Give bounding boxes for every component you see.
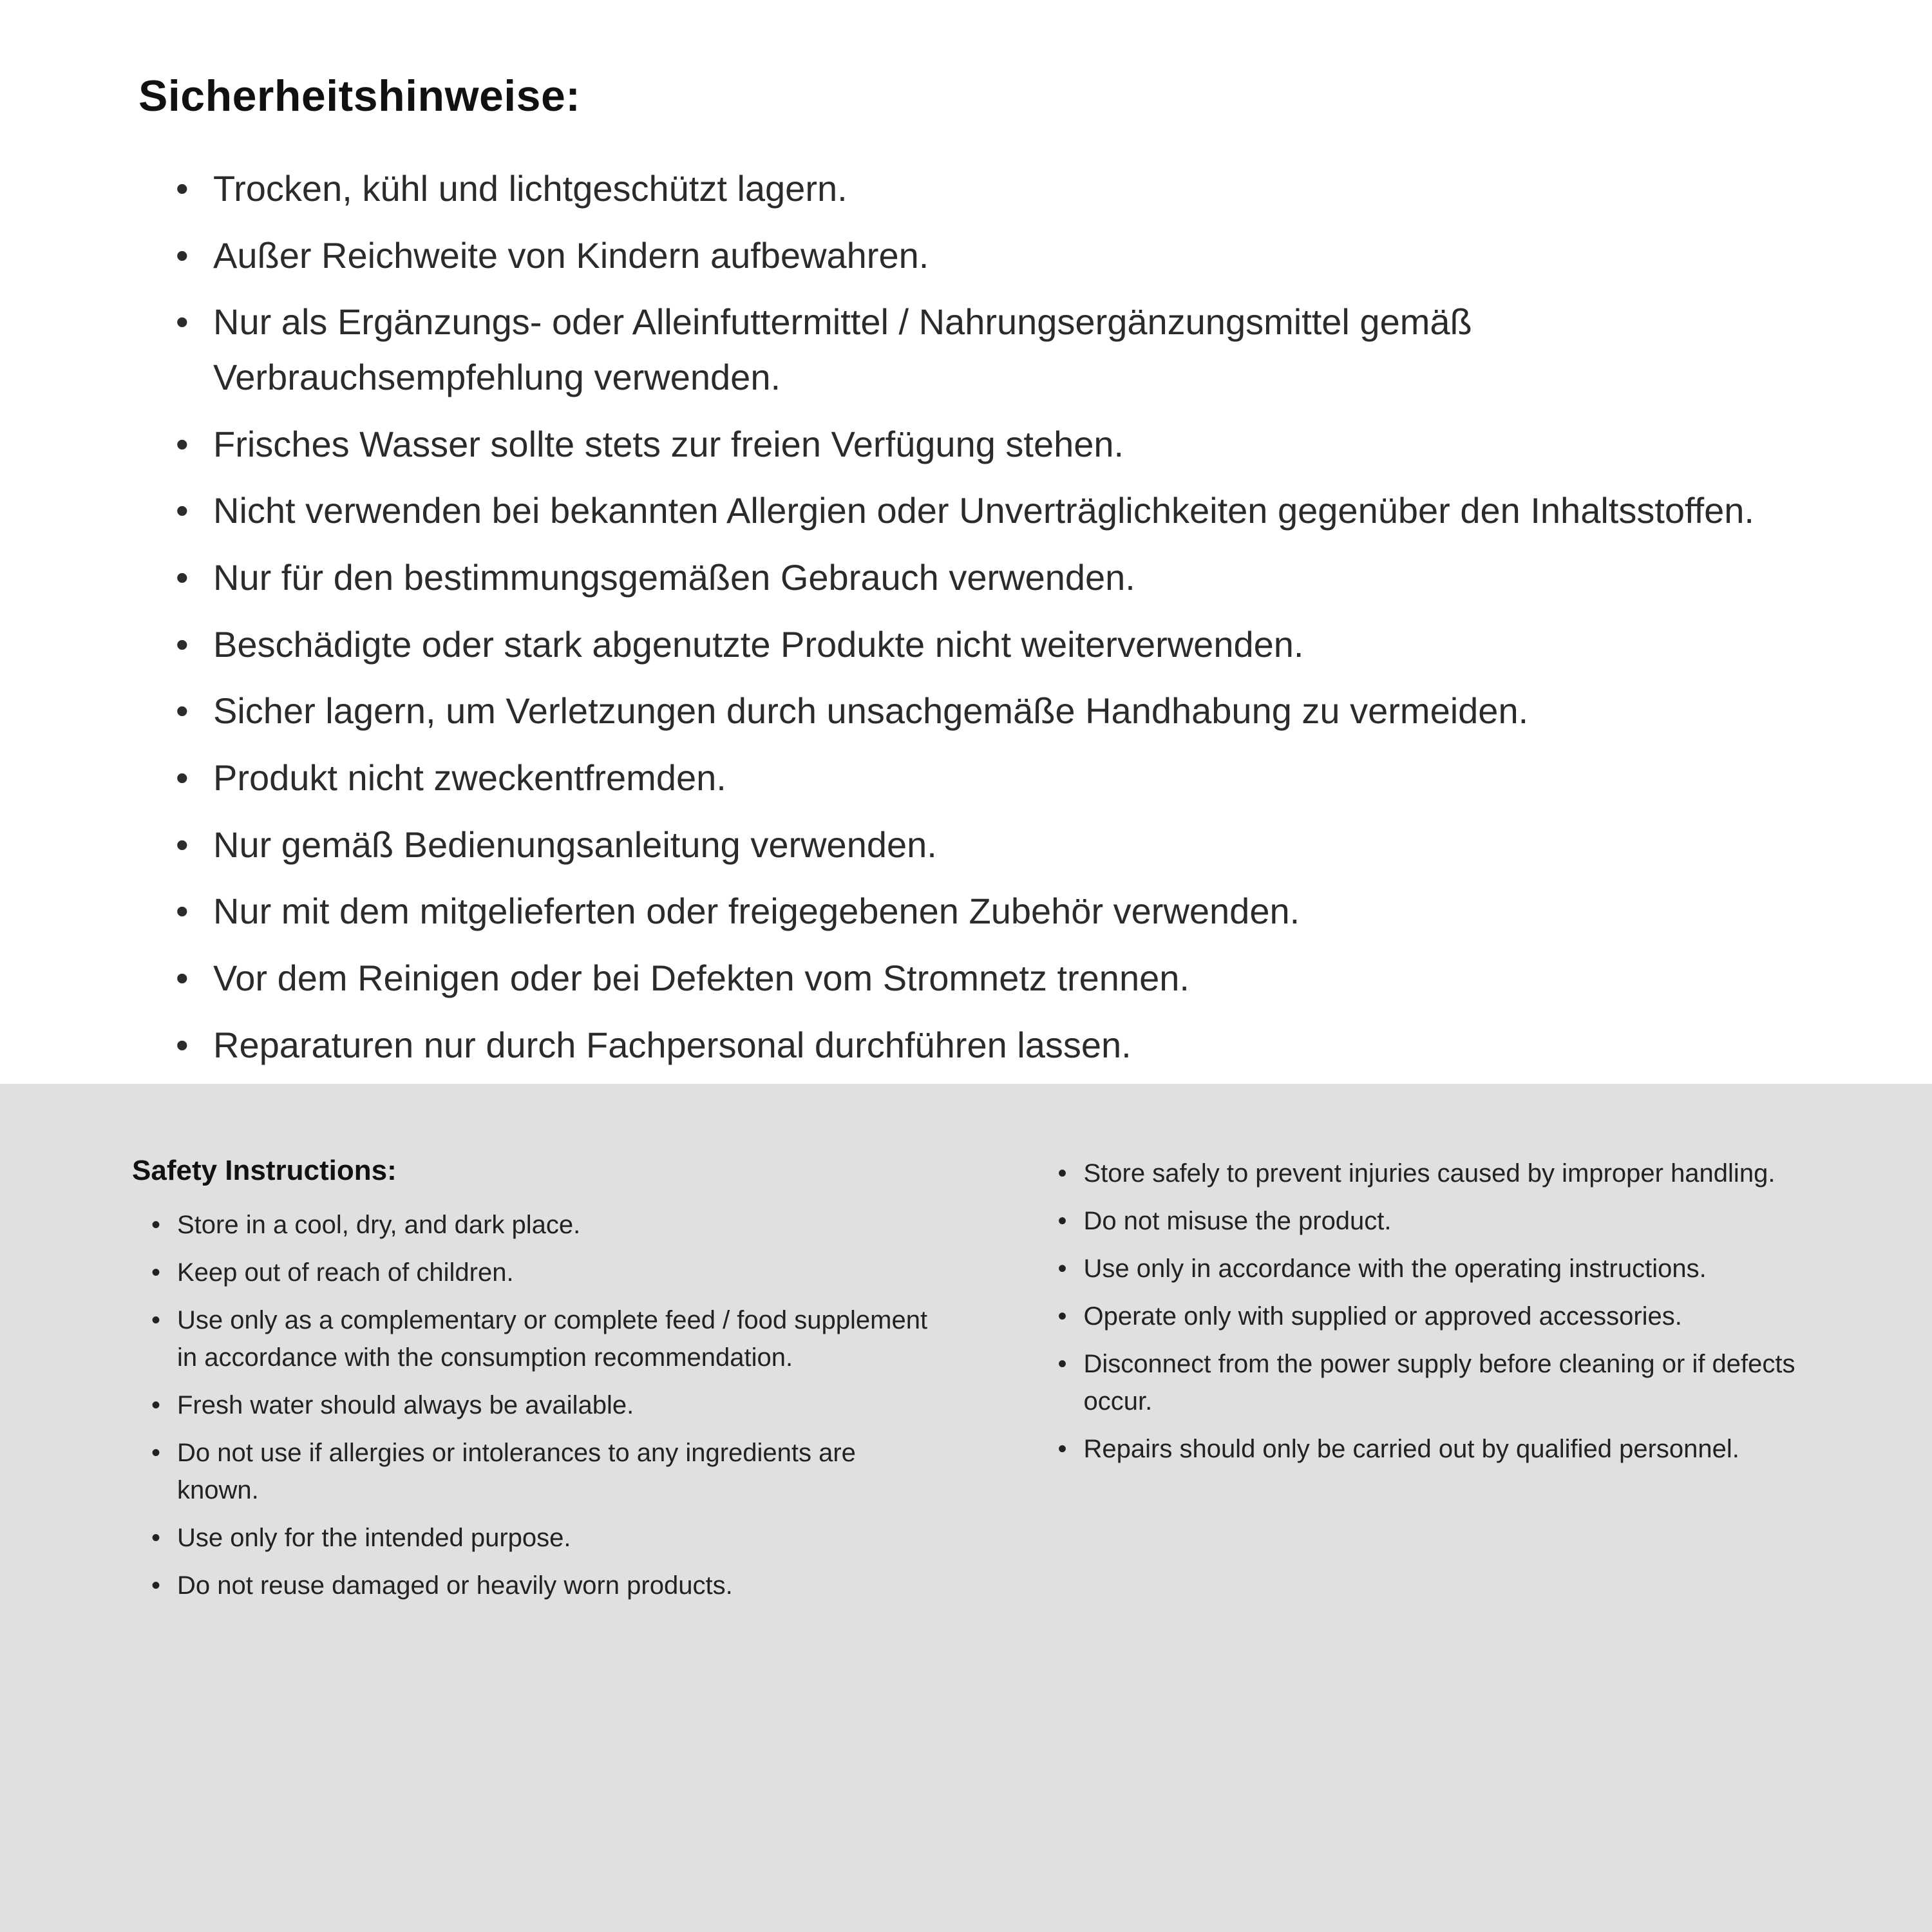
german-list-item <box>138 483 1816 538</box>
english-list-item-text: Use only for the intended purpose. <box>177 1524 571 1553</box>
german-list-item <box>138 951 1816 1006</box>
bullet-marker: • <box>151 1571 161 1600</box>
english-list-item-text: Store safely to prevent injuries caused by improper handling. <box>1083 1159 1776 1188</box>
bullet-marker: • <box>176 1024 189 1065</box>
german-list-item-text: Beschädigte oder stark abgenutzte Produkte nicht weiterverwenden. <box>213 623 1304 665</box>
bullet-marker: • <box>176 958 189 999</box>
bullet-marker: • <box>176 824 189 865</box>
english-list-item <box>132 1206 929 1244</box>
english-list-item <box>132 1254 929 1291</box>
german-list-item-text: Frisches Wasser sollte stets zur freien Verfügung stehen. <box>213 423 1124 464</box>
german-list-item-text: Vor dem Reinigen oder bei Defekten vom Stromnetz trennen. <box>213 958 1189 999</box>
english-list-item <box>1039 1155 1836 1192</box>
german-list-item <box>138 161 1816 216</box>
english-list-item-text: Repairs should only be carried out by qualified personnel. <box>1083 1435 1739 1464</box>
german-section-title: Sicherheitshinweise: <box>138 71 581 120</box>
english-list-item <box>1039 1250 1836 1287</box>
english-instructions-list-left <box>132 1206 929 1604</box>
english-list-item-text: Keep out of reach of children. <box>177 1258 514 1287</box>
english-instructions-list-right <box>1039 1155 1836 1468</box>
bullet-marker: • <box>151 1391 161 1420</box>
english-list-item <box>132 1434 929 1509</box>
bullet-marker: • <box>176 168 189 209</box>
bullet-marker: • <box>1057 1350 1067 1379</box>
bullet-marker: • <box>176 623 189 665</box>
german-list-item-text: Nur als Ergänzungs- oder Alleinfuttermittel / Nahrungsergänzungsmittel gemäß Verbrauchsempfehlung verwenden. <box>213 301 1472 398</box>
bullet-marker: • <box>151 1258 161 1287</box>
german-list-item <box>138 294 1816 404</box>
bullet-marker: • <box>176 891 189 932</box>
english-list-item <box>132 1302 929 1376</box>
german-list-item-text: Nicht verwenden bei bekannten Allergien oder Unverträglichkeiten gegenüber den Inhaltsstoffen. <box>213 490 1754 531</box>
english-list-item <box>1039 1430 1836 1468</box>
bullet-marker: • <box>176 301 189 343</box>
bullet-marker: • <box>176 557 189 598</box>
english-list-item <box>132 1387 929 1424</box>
german-list-item-text: Nur mit dem mitgelieferten oder freigegebenen Zubehör verwenden. <box>213 891 1300 932</box>
bullet-marker: • <box>176 690 189 732</box>
english-section-title: Safety Instructions: <box>132 1155 397 1187</box>
bullet-marker: • <box>151 1524 161 1553</box>
german-list-item <box>138 228 1816 283</box>
german-list-item-text: Trocken, kühl und lichtgeschützt lagern. <box>213 168 848 209</box>
english-list-item <box>1039 1202 1836 1240</box>
english-right-column <box>1039 1155 1836 1932</box>
bullet-marker: • <box>176 423 189 464</box>
english-list-item-text: Fresh water should always be available. <box>177 1391 634 1420</box>
bullet-marker: • <box>151 1439 161 1468</box>
english-list-item-text: Do not reuse damaged or heavily worn products. <box>177 1571 733 1600</box>
german-list-item <box>138 884 1816 939</box>
english-list-item-text: Use only in accordance with the operating instructions. <box>1083 1255 1707 1283</box>
german-list-item-text: Nur für den bestimmungsgemäßen Gebrauch verwenden. <box>213 557 1135 598</box>
german-list-item <box>138 417 1816 472</box>
bullet-marker: • <box>151 1211 161 1240</box>
english-list-item <box>1039 1298 1836 1335</box>
german-list-item <box>138 617 1816 672</box>
bullet-marker: • <box>151 1306 161 1335</box>
german-list-item <box>138 817 1816 873</box>
english-list-item-text: Store in a cool, dry, and dark place. <box>177 1211 581 1240</box>
bullet-marker: • <box>176 757 189 799</box>
bullet-marker: • <box>1057 1159 1067 1188</box>
german-list-item <box>138 750 1816 806</box>
german-list-item-text: Produkt nicht zweckentfremden. <box>213 757 726 799</box>
german-list-item <box>138 1018 1816 1073</box>
bullet-marker: • <box>176 490 189 531</box>
english-list-item <box>1039 1345 1836 1420</box>
english-list-item <box>132 1567 929 1604</box>
german-list-item-text: Sicher lagern, um Verletzungen durch unsachgemäße Handhabung zu vermeiden. <box>213 690 1529 732</box>
german-list-item-text: Außer Reichweite von Kindern aufbewahren. <box>213 234 929 276</box>
english-list-item-text: Use only as a complementary or complete feed / food supplement in accordance with the consumption recommendation. <box>177 1306 928 1372</box>
bullet-marker: • <box>176 234 189 276</box>
german-list-item-text: Nur gemäß Bedienungsanleitung verwenden. <box>213 824 937 865</box>
english-list-item-text: Do not misuse the product. <box>1083 1207 1392 1236</box>
bullet-marker: • <box>1057 1207 1067 1236</box>
english-section <box>0 1084 1932 1932</box>
bullet-marker: • <box>1057 1255 1067 1283</box>
bullet-marker: • <box>1057 1435 1067 1464</box>
german-list-item <box>138 683 1816 739</box>
english-list-item-text: Do not use if allergies or intolerances to any ingredients are known. <box>177 1439 856 1505</box>
english-left-column <box>132 1155 929 1932</box>
english-list-item-text: Disconnect from the power supply before cleaning or if defects occur. <box>1083 1350 1795 1416</box>
german-instructions-list <box>138 161 1816 1072</box>
german-list-item-text: Reparaturen nur durch Fachpersonal durchführen lassen. <box>213 1024 1132 1065</box>
german-list-item <box>138 550 1816 605</box>
english-list-item <box>132 1519 929 1557</box>
bullet-marker: • <box>1057 1302 1067 1331</box>
english-list-item-text: Operate only with supplied or approved accessories. <box>1083 1302 1682 1331</box>
